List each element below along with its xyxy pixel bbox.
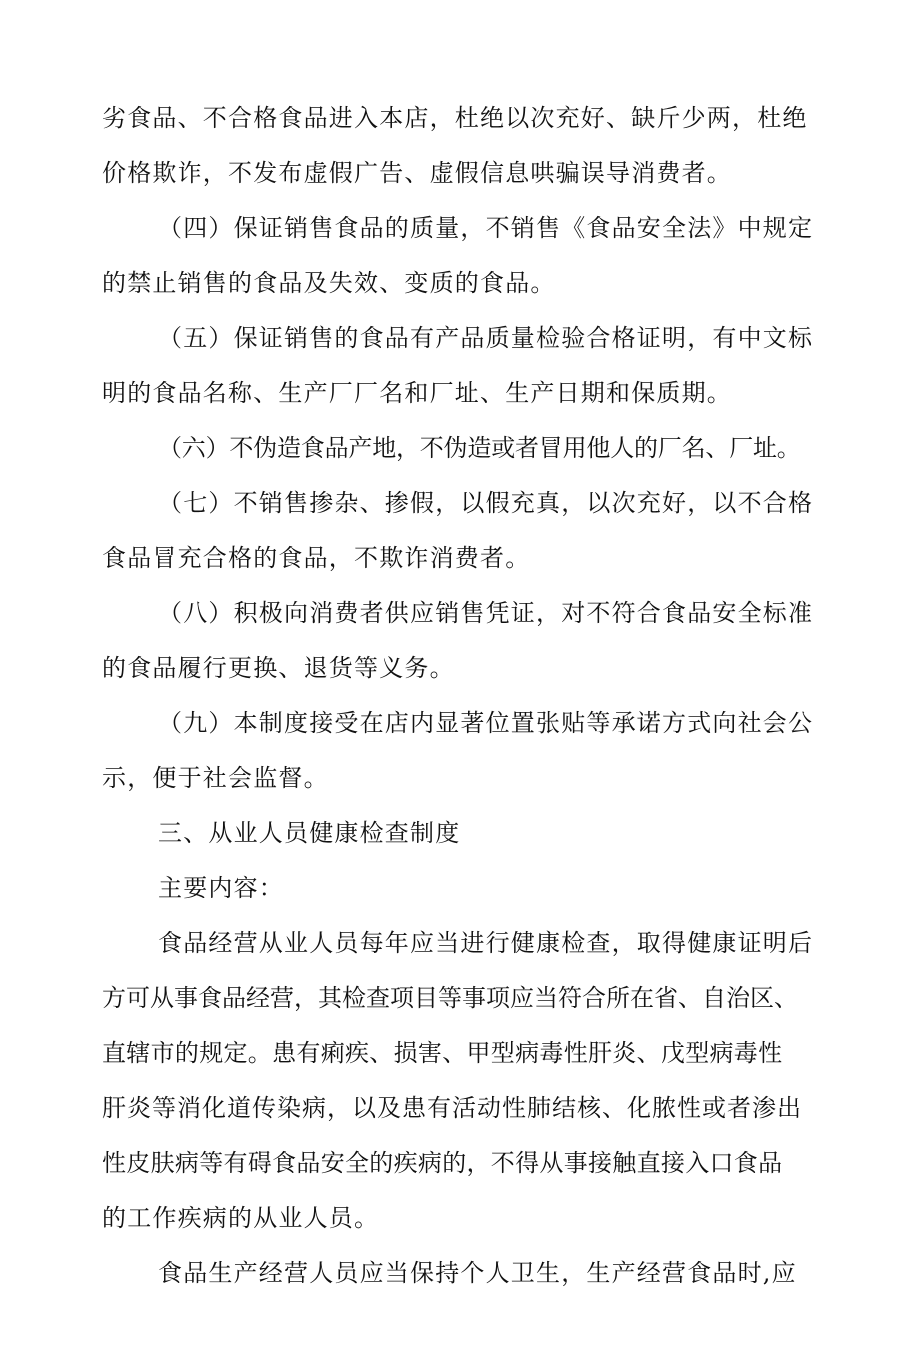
text-line: 示，便于社会监督。 xyxy=(102,764,329,792)
text-line: 性皮肤病等有碍食品安全的疾病的，不得从事接触直接入口食品 xyxy=(102,1149,783,1177)
text-line: 食品生产经营人员应当保持个人卫生，生产经营食品时,应 xyxy=(158,1259,797,1287)
text-line: （九）本制度接受在店内显著位置张贴等承诺方式向社会公 xyxy=(158,709,814,737)
text-line: （八）积极向消费者供应销售凭证，对不符合食品安全标准 xyxy=(158,599,814,627)
text-line: 食品冒充合格的食品，不欺诈消费者。 xyxy=(102,544,531,572)
text-line: 价格欺诈，不发布虚假广告、虚假信息哄骗误导消费者。 xyxy=(102,159,732,187)
text-line: （五）保证销售的食品有产品质量检验合格证明，有中文标 xyxy=(158,324,814,352)
text-line: （四）保证销售食品的质量，不销售《食品安全法》中规定 xyxy=(158,214,814,242)
section-heading: 三、从业人员健康检查制度 xyxy=(158,819,461,847)
text-line: 的禁止销售的食品及失效、变质的食品。 xyxy=(102,269,556,297)
text-line: 的食品履行更换、退货等义务。 xyxy=(102,654,455,682)
text-line: 方可从事食品经营，其检查项目等事项应当符合所在省、自治区、 xyxy=(102,984,798,1012)
text-line: 食品经营从业人员每年应当进行健康检查，取得健康证明后 xyxy=(158,929,814,957)
text-line: 肝炎等消化道传染病，以及患有活动性肺结核、化脓性或者渗出 xyxy=(102,1094,802,1122)
text-line: 主要内容： xyxy=(158,874,284,902)
text-line: 劣食品、不合格食品进入本店，杜绝以次充好、缺斤少两，杜绝 xyxy=(102,104,808,132)
text-line: 的工作疾病的从业人员。 xyxy=(102,1204,380,1232)
text-line: 直辖市的规定。患有痢疾、损害、甲型病毒性肝炎、戊型病毒性 xyxy=(102,1039,783,1067)
text-line: 明的食品名称、生产厂厂名和厂址、生产日期和保质期。 xyxy=(102,379,732,407)
text-line: （六）不伪造食品产地，不伪造或者冒用他人的厂名、厂址。 xyxy=(158,434,801,462)
text-line: （七）不销售掺杂、掺假，以假充真，以次充好，以不合格 xyxy=(158,489,814,517)
